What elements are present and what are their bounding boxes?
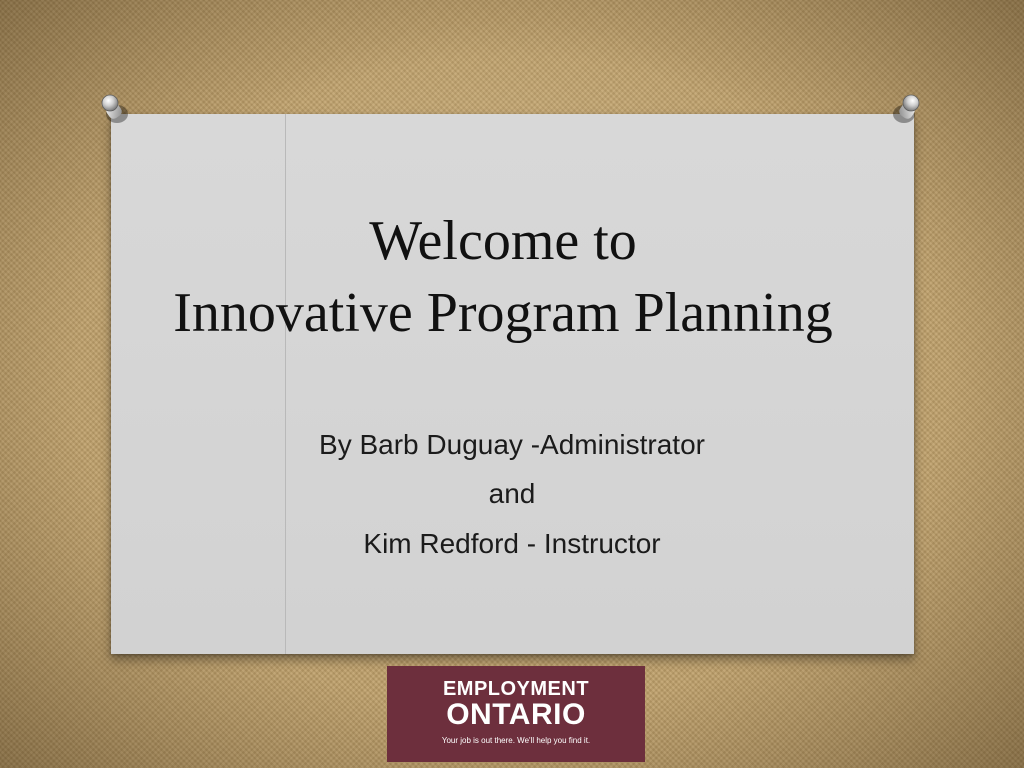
subtitle-presenter-2: Kim Redford - Instructor xyxy=(363,528,661,559)
logo-line1: EMPLOYMENT xyxy=(442,678,590,700)
employment-ontario-logo xyxy=(387,666,645,762)
thumbtack-icon xyxy=(889,92,923,126)
slide-title-line2: Innovative Program Planning xyxy=(173,282,833,344)
logo-line2: ONTARIO xyxy=(446,698,586,731)
subtitle-presenter-1: By Barb Duguay -Administrator xyxy=(319,429,705,460)
logo-tagline: Your job is out there. We'll help you find it. xyxy=(441,736,591,745)
subtitle-and: and xyxy=(488,478,536,509)
thumbtack-icon xyxy=(98,92,132,126)
card-margin-line xyxy=(285,114,286,654)
slide-title-line1: Welcome to xyxy=(369,210,637,272)
paper-card xyxy=(111,114,914,654)
